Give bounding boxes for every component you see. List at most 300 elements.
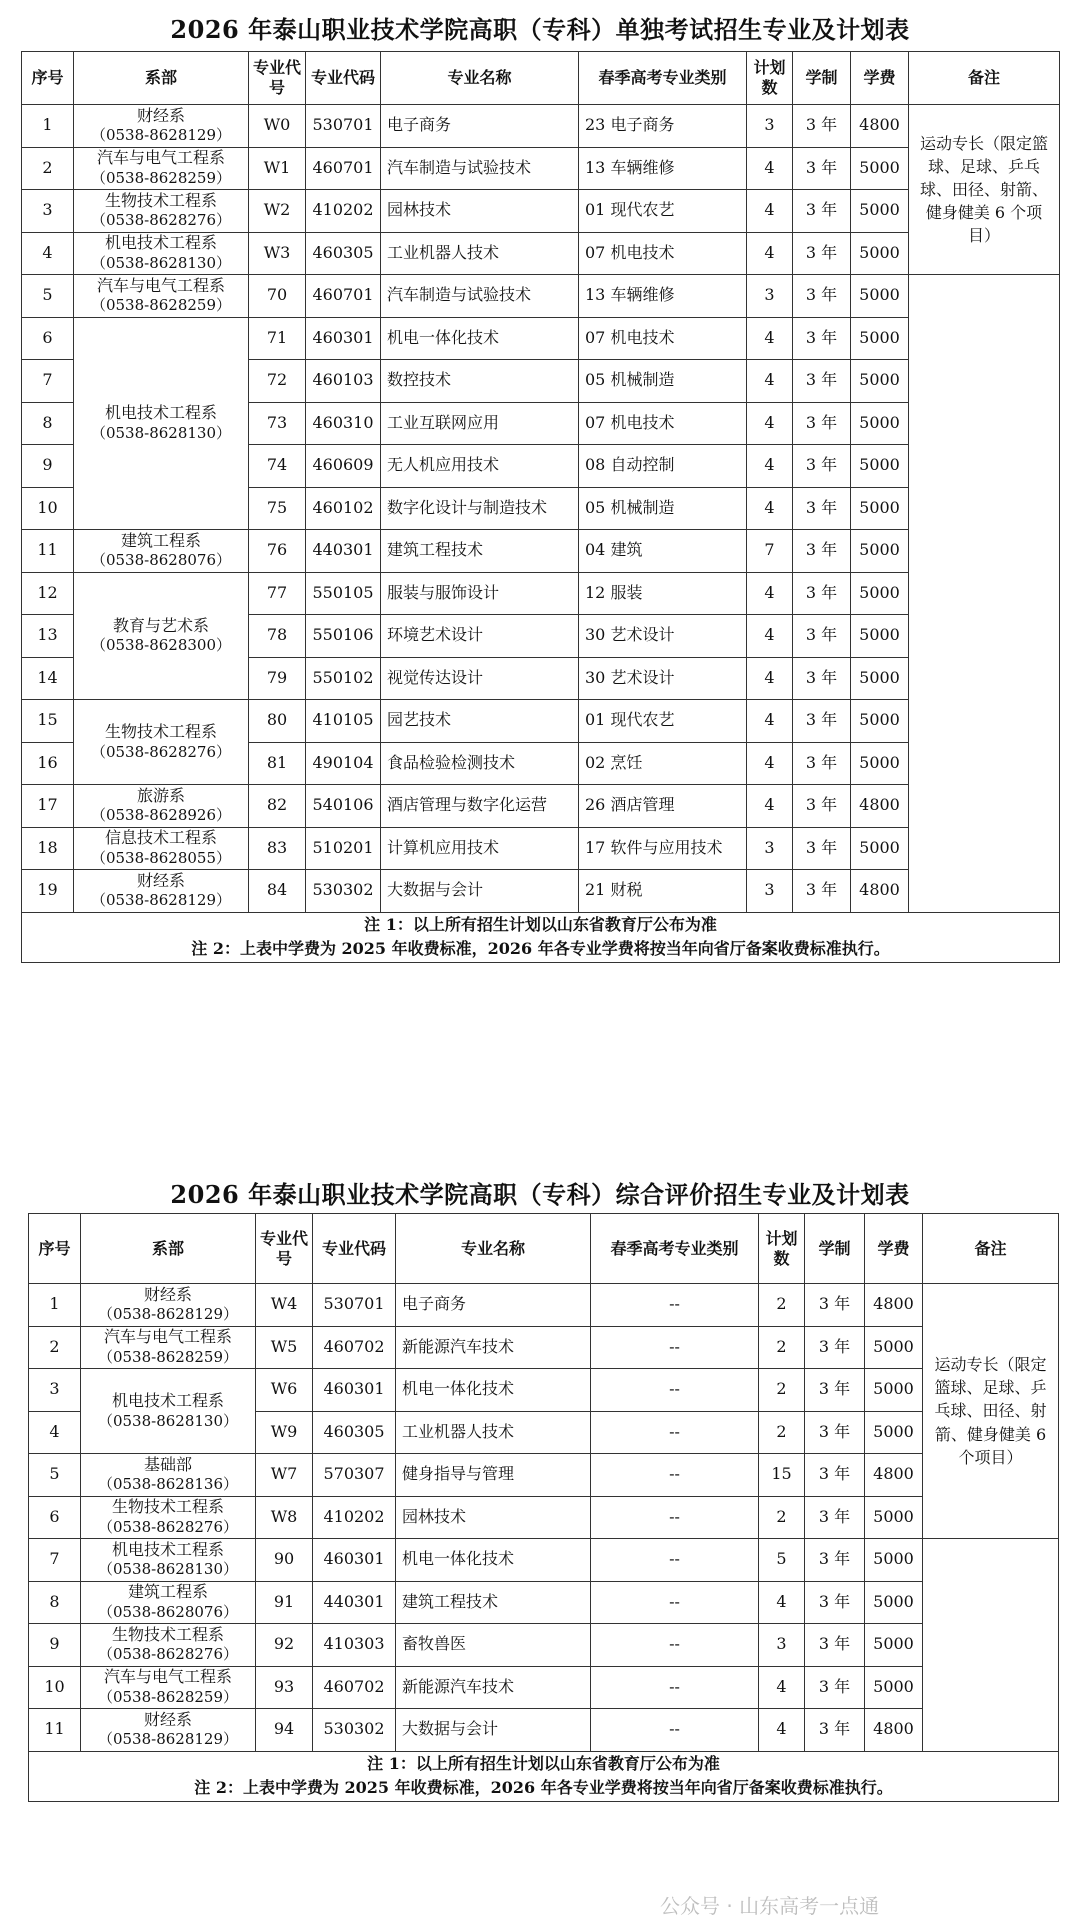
major-name: 工业互联网应用: [381, 402, 579, 445]
spring-category: 21 财税: [579, 870, 747, 913]
row-number: 16: [22, 742, 74, 785]
department-phone: （0538-8628130）: [90, 253, 232, 272]
major-code-short: 77: [249, 572, 306, 615]
department-name: 汽车与电气工程系: [103, 1327, 232, 1347]
major-code: 460301: [313, 1369, 396, 1412]
row-number: 7: [29, 1539, 81, 1582]
major-code: 530701: [313, 1284, 396, 1327]
row-number: 5: [29, 1454, 81, 1497]
header-cell: 计划数: [759, 1214, 805, 1284]
row-number: 7: [22, 360, 74, 403]
major-code: 410303: [313, 1624, 396, 1667]
spring-category: 17 软件与应用技术: [579, 827, 747, 870]
tuition-fee: 5000: [851, 147, 909, 190]
spring-category: 01 现代农艺: [579, 700, 747, 743]
department-name: 生物技术工程系: [104, 190, 217, 210]
major-code: 490104: [306, 742, 381, 785]
study-years: 3 年: [805, 1326, 865, 1369]
spring-category: --: [591, 1624, 759, 1667]
department-name: 信息技术工程系: [104, 828, 217, 848]
spring-category: --: [591, 1666, 759, 1709]
spring-category: 12 服装: [579, 572, 747, 615]
spring-category: 23 电子商务: [579, 105, 747, 148]
department-phone: （0538-8628259）: [97, 1347, 239, 1366]
plan-count: 4: [747, 445, 793, 488]
table1-note1-row: [22, 912, 1060, 937]
study-years: 3 年: [793, 360, 851, 403]
table2-note1-row: [29, 1751, 1059, 1776]
table2-note2-row: [29, 1776, 1059, 1802]
department-cell: [74, 147, 249, 190]
major-code-short: W1: [249, 147, 306, 190]
tuition-fee: 5000: [865, 1624, 923, 1667]
row-number: 13: [22, 615, 74, 658]
table2-note1: 注 1：以上所有招生计划以山东省教育厅公布为准: [29, 1751, 1059, 1776]
spring-category: --: [591, 1411, 759, 1454]
table-row: [29, 1369, 1059, 1412]
spring-category: 13 车辆维修: [579, 147, 747, 190]
department-name: 汽车与电气工程系: [96, 275, 225, 295]
department-name: 生物技术工程系: [111, 1497, 224, 1517]
major-code: 410105: [306, 700, 381, 743]
watermark: 公众号 · 山东高考一点通: [660, 1894, 880, 1918]
study-years: 3 年: [793, 147, 851, 190]
tuition-fee: 5000: [851, 827, 909, 870]
major-name: 电子商务: [381, 105, 579, 148]
spring-category: 07 机电技术: [579, 317, 747, 360]
major-name: 汽车制造与试验技术: [381, 275, 579, 318]
header-cell: 序号: [29, 1214, 81, 1284]
major-code-short: W9: [256, 1411, 313, 1454]
major-name: 服装与服饰设计: [381, 572, 579, 615]
row-number: 8: [29, 1581, 81, 1624]
header-cell: 学费: [865, 1214, 923, 1284]
department-cell: [81, 1666, 256, 1709]
department-cell: [81, 1454, 256, 1497]
major-name: 计算机应用技术: [381, 827, 579, 870]
table-row: [29, 1581, 1059, 1624]
table-row: [22, 105, 1060, 148]
major-code-short: 71: [249, 317, 306, 360]
department-phone: （0538-8628276）: [90, 211, 232, 230]
major-code-short: W6: [256, 1369, 313, 1412]
table-row: [22, 190, 1060, 233]
tuition-fee: 5000: [851, 232, 909, 275]
department-phone: （0538-8628076）: [90, 551, 232, 570]
row-number: 10: [22, 487, 74, 530]
department-cell: [74, 317, 249, 530]
plan-count: 3: [759, 1624, 805, 1667]
major-name: 数字化设计与制造技术: [381, 487, 579, 530]
plan-count: 3: [747, 105, 793, 148]
department-cell: [81, 1581, 256, 1624]
major-code-short: 93: [256, 1666, 313, 1709]
spring-category: --: [591, 1581, 759, 1624]
tuition-fee: 5000: [865, 1666, 923, 1709]
major-name: 电子商务: [396, 1284, 591, 1327]
major-code-short: 79: [249, 657, 306, 700]
header-cell: 专业代码: [313, 1214, 396, 1284]
study-years: 3 年: [805, 1454, 865, 1497]
spring-category: --: [591, 1326, 759, 1369]
tuition-fee: 5000: [865, 1326, 923, 1369]
plan-count: 4: [759, 1666, 805, 1709]
tuition-fee: 5000: [851, 700, 909, 743]
major-code-short: W7: [256, 1454, 313, 1497]
department-cell: [74, 232, 249, 275]
department-name: 汽车与电气工程系: [96, 148, 225, 168]
spring-category: 05 机械制造: [579, 487, 747, 530]
tuition-fee: 4800: [865, 1454, 923, 1497]
major-code: 460310: [306, 402, 381, 445]
spring-category: 13 车辆维修: [579, 275, 747, 318]
department-name: 机电技术工程系: [111, 1390, 224, 1410]
table-row: [22, 530, 1060, 573]
department-cell: [74, 572, 249, 700]
department-cell: [74, 700, 249, 785]
remark-cell: [923, 1284, 1059, 1539]
table-row: [29, 1284, 1059, 1327]
tuition-fee: 5000: [851, 317, 909, 360]
study-years: 3 年: [793, 445, 851, 488]
department-cell: [81, 1496, 256, 1539]
major-name: 酒店管理与数字化运营: [381, 785, 579, 828]
tuition-fee: 5000: [865, 1411, 923, 1454]
major-name: 新能源汽车技术: [396, 1326, 591, 1369]
major-name: 视觉传达设计: [381, 657, 579, 700]
tuition-fee: 4800: [865, 1284, 923, 1327]
study-years: 3 年: [793, 615, 851, 658]
header-cell: 系部: [81, 1214, 256, 1284]
department-phone: （0538-8628300）: [90, 636, 232, 655]
major-code-short: 94: [256, 1709, 313, 1752]
study-years: 3 年: [793, 402, 851, 445]
row-number: 18: [22, 827, 74, 870]
header-cell: 春季高考专业类别: [579, 52, 747, 105]
study-years: 3 年: [805, 1624, 865, 1667]
major-code: 410202: [313, 1496, 396, 1539]
tuition-fee: 4800: [865, 1709, 923, 1752]
department-cell: [81, 1369, 256, 1454]
study-years: 3 年: [805, 1411, 865, 1454]
department-name: 生物技术工程系: [111, 1624, 224, 1644]
department-phone: （0538-8628276）: [97, 1645, 239, 1664]
header-cell: 专业代号: [249, 52, 306, 105]
major-name: 大数据与会计: [381, 870, 579, 913]
tuition-fee: 5000: [851, 742, 909, 785]
study-years: 3 年: [793, 742, 851, 785]
major-name: 机电一体化技术: [396, 1539, 591, 1582]
study-years: 3 年: [805, 1666, 865, 1709]
plan-count: 4: [747, 147, 793, 190]
study-years: 3 年: [793, 275, 851, 318]
department-phone: （0538-8628259）: [90, 296, 232, 315]
major-code: 460301: [306, 317, 381, 360]
major-code-short: 84: [249, 870, 306, 913]
major-code: 530302: [306, 870, 381, 913]
plan-count: 5: [759, 1539, 805, 1582]
row-number: 1: [22, 105, 74, 148]
major-code-short: 92: [256, 1624, 313, 1667]
major-code: 460102: [306, 487, 381, 530]
table2: [28, 1213, 1059, 1802]
major-code-short: 75: [249, 487, 306, 530]
table2-note2: 注 2：上表中学费为 2025 年收费标准，2026 年各专业学费将按当年向省厅备案收费标准执行。: [29, 1776, 1059, 1802]
study-years: 3 年: [793, 700, 851, 743]
plan-count: 2: [759, 1326, 805, 1369]
major-code-short: 90: [256, 1539, 313, 1582]
spring-category: 04 建筑: [579, 530, 747, 573]
major-code: 540106: [306, 785, 381, 828]
spring-category: --: [591, 1709, 759, 1752]
row-number: 11: [29, 1709, 81, 1752]
plan-count: 4: [759, 1709, 805, 1752]
study-years: 3 年: [793, 190, 851, 233]
department-cell: [81, 1624, 256, 1667]
row-number: 11: [22, 530, 74, 573]
tuition-fee: 5000: [851, 615, 909, 658]
row-number: 4: [22, 232, 74, 275]
row-number: 2: [22, 147, 74, 190]
tuition-fee: 5000: [865, 1581, 923, 1624]
header-cell: 专业代号: [256, 1214, 313, 1284]
row-number: 8: [22, 402, 74, 445]
plan-count: 4: [759, 1581, 805, 1624]
major-code: 530302: [313, 1709, 396, 1752]
plan-count: 2: [759, 1411, 805, 1454]
table-row: [22, 700, 1060, 743]
major-code: 550105: [306, 572, 381, 615]
study-years: 3 年: [805, 1284, 865, 1327]
plan-count: 3: [747, 827, 793, 870]
study-years: 3 年: [793, 105, 851, 148]
row-number: 9: [22, 445, 74, 488]
row-number: 12: [22, 572, 74, 615]
department-phone: （0538-8628055）: [90, 848, 232, 867]
table1: [21, 51, 1060, 963]
major-code: 460701: [306, 147, 381, 190]
plan-count: 4: [747, 657, 793, 700]
department-cell: [74, 870, 249, 913]
spring-category: 05 机械制造: [579, 360, 747, 403]
major-code-short: 74: [249, 445, 306, 488]
major-code: 550102: [306, 657, 381, 700]
major-name: 汽车制造与试验技术: [381, 147, 579, 190]
major-name: 大数据与会计: [396, 1709, 591, 1752]
plan-count: 7: [747, 530, 793, 573]
row-number: 19: [22, 870, 74, 913]
row-number: 4: [29, 1411, 81, 1454]
plan-count: 2: [759, 1496, 805, 1539]
major-name: 数控技术: [381, 360, 579, 403]
study-years: 3 年: [793, 657, 851, 700]
tuition-fee: 5000: [851, 190, 909, 233]
major-code-short: 80: [249, 700, 306, 743]
major-code-short: 81: [249, 742, 306, 785]
row-number: 10: [29, 1666, 81, 1709]
plan-count: 4: [747, 190, 793, 233]
row-number: 6: [29, 1496, 81, 1539]
table1-note1: 注 1：以上所有招生计划以山东省教育厅公布为准: [22, 912, 1060, 937]
table-row: [29, 1326, 1059, 1369]
remark-cell: [923, 1539, 1059, 1752]
department-phone: （0538-8628130）: [90, 423, 232, 442]
major-code-short: W8: [256, 1496, 313, 1539]
study-years: 3 年: [793, 232, 851, 275]
major-code: 440301: [306, 530, 381, 573]
plan-count: 4: [747, 572, 793, 615]
row-number: 14: [22, 657, 74, 700]
row-number: 1: [29, 1284, 81, 1327]
department-name: 生物技术工程系: [104, 721, 217, 741]
major-name: 畜牧兽医: [396, 1624, 591, 1667]
major-name: 无人机应用技术: [381, 445, 579, 488]
table1-header-row: [22, 52, 1060, 105]
department-cell: [74, 530, 249, 573]
major-name: 健身指导与管理: [396, 1454, 591, 1497]
tuition-fee: 4800: [851, 105, 909, 148]
table1-note2: 注 2：上表中学费为 2025 年收费标准，2026 年各专业学费将按当年向省厅备案收费标准执行。: [22, 937, 1060, 963]
plan-count: 4: [747, 360, 793, 403]
major-name: 园艺技术: [381, 700, 579, 743]
department-name: 财经系: [143, 1709, 192, 1729]
spring-category: 07 机电技术: [579, 402, 747, 445]
row-number: 6: [22, 317, 74, 360]
tuition-fee: 5000: [865, 1539, 923, 1582]
remark-text: 运动专长（限定篮球、足球、乒乓球、田径、射箭、健身健美 6 个项目）: [934, 1355, 1047, 1467]
department-cell: [81, 1326, 256, 1369]
department-name: 机电技术工程系: [104, 403, 217, 423]
row-number: 17: [22, 785, 74, 828]
department-name: 财经系: [136, 870, 185, 890]
tuition-fee: 5000: [851, 657, 909, 700]
major-code-short: 73: [249, 402, 306, 445]
row-number: 3: [29, 1369, 81, 1412]
study-years: 3 年: [805, 1369, 865, 1412]
department-name: 建筑工程系: [120, 530, 201, 550]
table-row: [22, 147, 1060, 190]
study-years: 3 年: [805, 1539, 865, 1582]
department-name: 财经系: [136, 105, 185, 125]
major-code: 460702: [313, 1326, 396, 1369]
department-phone: （0538-8628276）: [90, 742, 232, 761]
major-code: 510201: [306, 827, 381, 870]
study-years: 3 年: [793, 572, 851, 615]
table-row: [22, 232, 1060, 275]
department-cell: [74, 827, 249, 870]
major-code: 550106: [306, 615, 381, 658]
major-code-short: W3: [249, 232, 306, 275]
major-name: 环境艺术设计: [381, 615, 579, 658]
plan-count: 4: [747, 232, 793, 275]
tuition-fee: 5000: [865, 1496, 923, 1539]
department-phone: （0538-8628129）: [90, 891, 232, 910]
table1-title: 2026 年泰山职业技术学院高职（专科）单独考试招生专业及计划表: [170, 15, 910, 44]
table1-note2-row: [22, 937, 1060, 963]
tuition-fee: 5000: [851, 487, 909, 530]
major-name: 机电一体化技术: [396, 1369, 591, 1412]
major-code: 460702: [313, 1666, 396, 1709]
major-name: 建筑工程技术: [396, 1581, 591, 1624]
department-cell: [81, 1709, 256, 1752]
plan-count: 4: [747, 700, 793, 743]
tuition-fee: 5000: [851, 572, 909, 615]
major-code: 440301: [313, 1581, 396, 1624]
major-code-short: 72: [249, 360, 306, 403]
major-name: 工业机器人技术: [396, 1411, 591, 1454]
spring-category: --: [591, 1496, 759, 1539]
study-years: 3 年: [793, 785, 851, 828]
spring-category: --: [591, 1284, 759, 1327]
major-code-short: W0: [249, 105, 306, 148]
major-code-short: 91: [256, 1581, 313, 1624]
tuition-fee: 5000: [865, 1369, 923, 1412]
major-code: 570307: [313, 1454, 396, 1497]
plan-count: 2: [759, 1369, 805, 1412]
plan-count: 2: [759, 1284, 805, 1327]
spring-category: 02 烹饪: [579, 742, 747, 785]
major-code-short: W5: [256, 1326, 313, 1369]
header-cell: 学费: [851, 52, 909, 105]
department-phone: （0538-8628136）: [97, 1475, 239, 1494]
department-phone: （0538-8628276）: [97, 1517, 239, 1536]
major-code: 410202: [306, 190, 381, 233]
major-name: 工业机器人技术: [381, 232, 579, 275]
department-phone: （0538-8628129）: [97, 1730, 239, 1749]
major-code: 460305: [313, 1411, 396, 1454]
study-years: 3 年: [805, 1581, 865, 1624]
table-row: [29, 1539, 1059, 1582]
remark-cell: [909, 105, 1060, 275]
header-cell: 计划数: [747, 52, 793, 105]
header-cell: 专业代码: [306, 52, 381, 105]
table-row: [22, 827, 1060, 870]
header-cell: 学制: [793, 52, 851, 105]
department-name: 基础部: [143, 1454, 192, 1474]
row-number: 5: [22, 275, 74, 318]
department-phone: （0538-8628076）: [97, 1602, 239, 1621]
major-name: 建筑工程技术: [381, 530, 579, 573]
department-name: 财经系: [143, 1284, 192, 1304]
study-years: 3 年: [793, 530, 851, 573]
header-cell: 专业名称: [381, 52, 579, 105]
tuition-fee: 5000: [851, 402, 909, 445]
spring-category: --: [591, 1454, 759, 1497]
tuition-fee: 5000: [851, 530, 909, 573]
table-row: [29, 1454, 1059, 1497]
department-cell: [74, 190, 249, 233]
major-name: 新能源汽车技术: [396, 1666, 591, 1709]
department-phone: （0538-8628926）: [90, 806, 232, 825]
department-name: 汽车与电气工程系: [103, 1667, 232, 1687]
table-row: [29, 1624, 1059, 1667]
department-name: 机电技术工程系: [104, 233, 217, 253]
plan-count: 4: [747, 402, 793, 445]
study-years: 3 年: [805, 1709, 865, 1752]
department-phone: （0538-8628130）: [97, 1411, 239, 1430]
major-name: 园林技术: [381, 190, 579, 233]
row-number: 9: [29, 1624, 81, 1667]
department-name: 机电技术工程系: [111, 1539, 224, 1559]
department-cell: [74, 275, 249, 318]
spring-category: 30 艺术设计: [579, 615, 747, 658]
major-name: 食品检验检测技术: [381, 742, 579, 785]
plan-count: 15: [759, 1454, 805, 1497]
tuition-fee: 4800: [851, 785, 909, 828]
plan-count: 4: [747, 487, 793, 530]
plan-count: 3: [747, 870, 793, 913]
major-code: 460301: [313, 1539, 396, 1582]
